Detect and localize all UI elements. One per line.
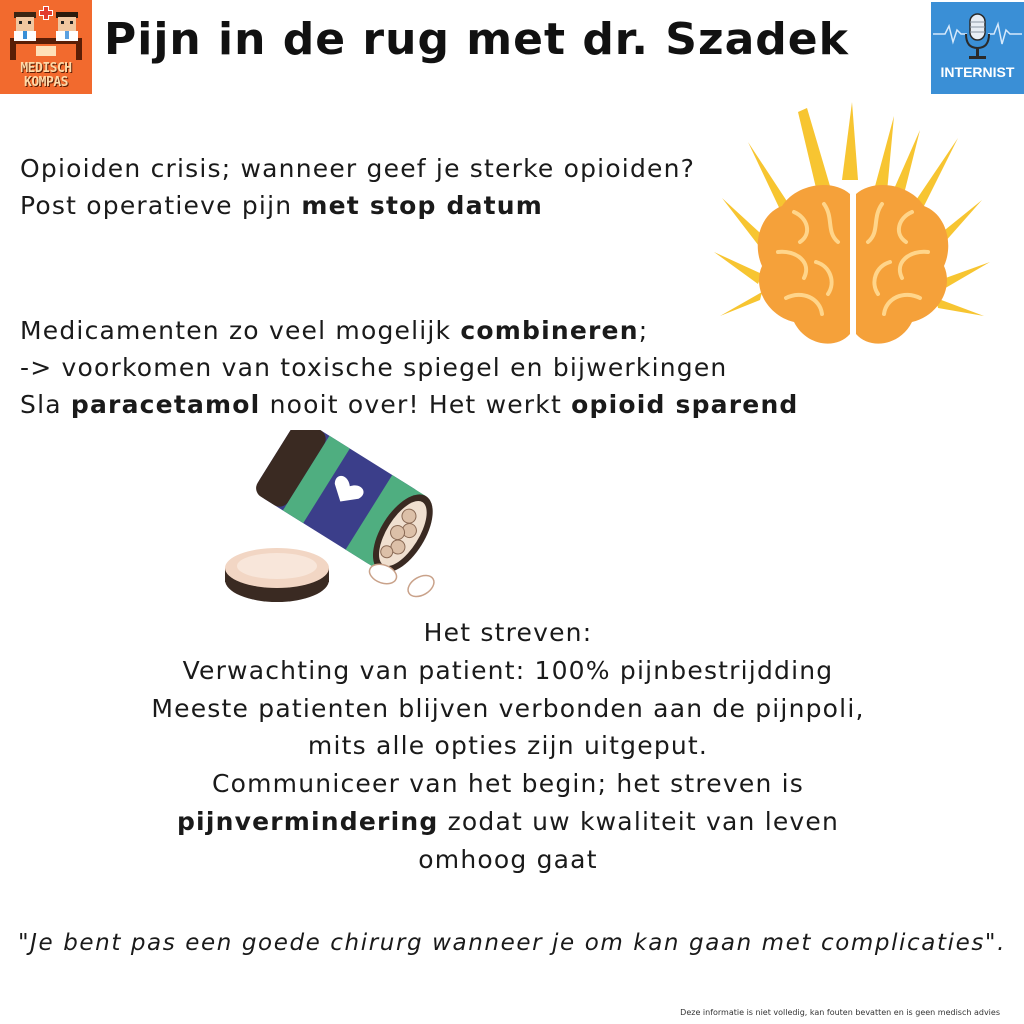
opioid-section [20,150,695,224]
paracetamol-prefix: Sla [20,390,71,419]
paracetamol-line [20,386,799,423]
post-op-line [20,187,695,224]
combine-bold: combineren [460,316,639,345]
doctors-icon [6,4,86,62]
goal-line-6-bold: pijnvermindering [176,806,439,836]
logo-left-line2: KOMPAS [24,75,68,90]
goal-line-7: omhoog gaat [418,844,598,874]
opioid-sparend-bold: opioid sparend [571,390,799,419]
goal-section [0,614,1016,879]
combine-line [20,312,799,349]
goal-line-4: mits alle opties zijn uitgeput. [307,731,709,761]
toxic-line: -> voorkomen van toxische spiegel en bijwerkingen [20,353,728,382]
goal-line-6 [0,803,1016,841]
goal-line-5: Communiceer van het begin; het streven is [211,769,805,799]
opioid-question: Opioiden crisis; wanneer geef je sterke opioiden? [20,154,696,183]
medication-section [20,312,799,423]
pill-bottle-icon [215,430,455,615]
goal-heading: Het streven: [423,618,593,647]
combine-prefix: Medicamenten zo veel mogelijk [20,316,461,345]
logo-left-line1: MEDISCH [20,61,72,76]
paracetamol-bold: paracetamol [70,390,261,419]
surgeon-quote: "Je bent pas een goede chirurg wanneer je om kan gaan met complicaties". [17,930,1007,956]
microphone-icon [931,8,1024,64]
paracetamol-middle: nooit over! Het werkt [260,390,572,419]
goal-line-3: Meeste patienten blijven verbonden aan de pijnpoli, [151,693,865,723]
goal-line-6-suffix: zodat uw kwaliteit van leven [438,806,840,836]
medisch-kompas-logo [0,0,92,94]
post-op-prefix: Post operatieve pijn [20,191,302,220]
disclaimer: Deze informatie is niet volledig, kan fouten bevatten en is geen medisch advies [680,1008,1000,1017]
internist-logo [931,2,1024,94]
page-title: Pijn in de rug met dr. Szadek [104,14,849,65]
combine-suffix: ; [638,316,649,345]
logo-right-label: INTERNIST [940,64,1015,80]
goal-line-2: Verwachting van patient: 100% pijnbestrijdding [182,655,834,685]
post-op-bold: met stop datum [301,191,544,220]
